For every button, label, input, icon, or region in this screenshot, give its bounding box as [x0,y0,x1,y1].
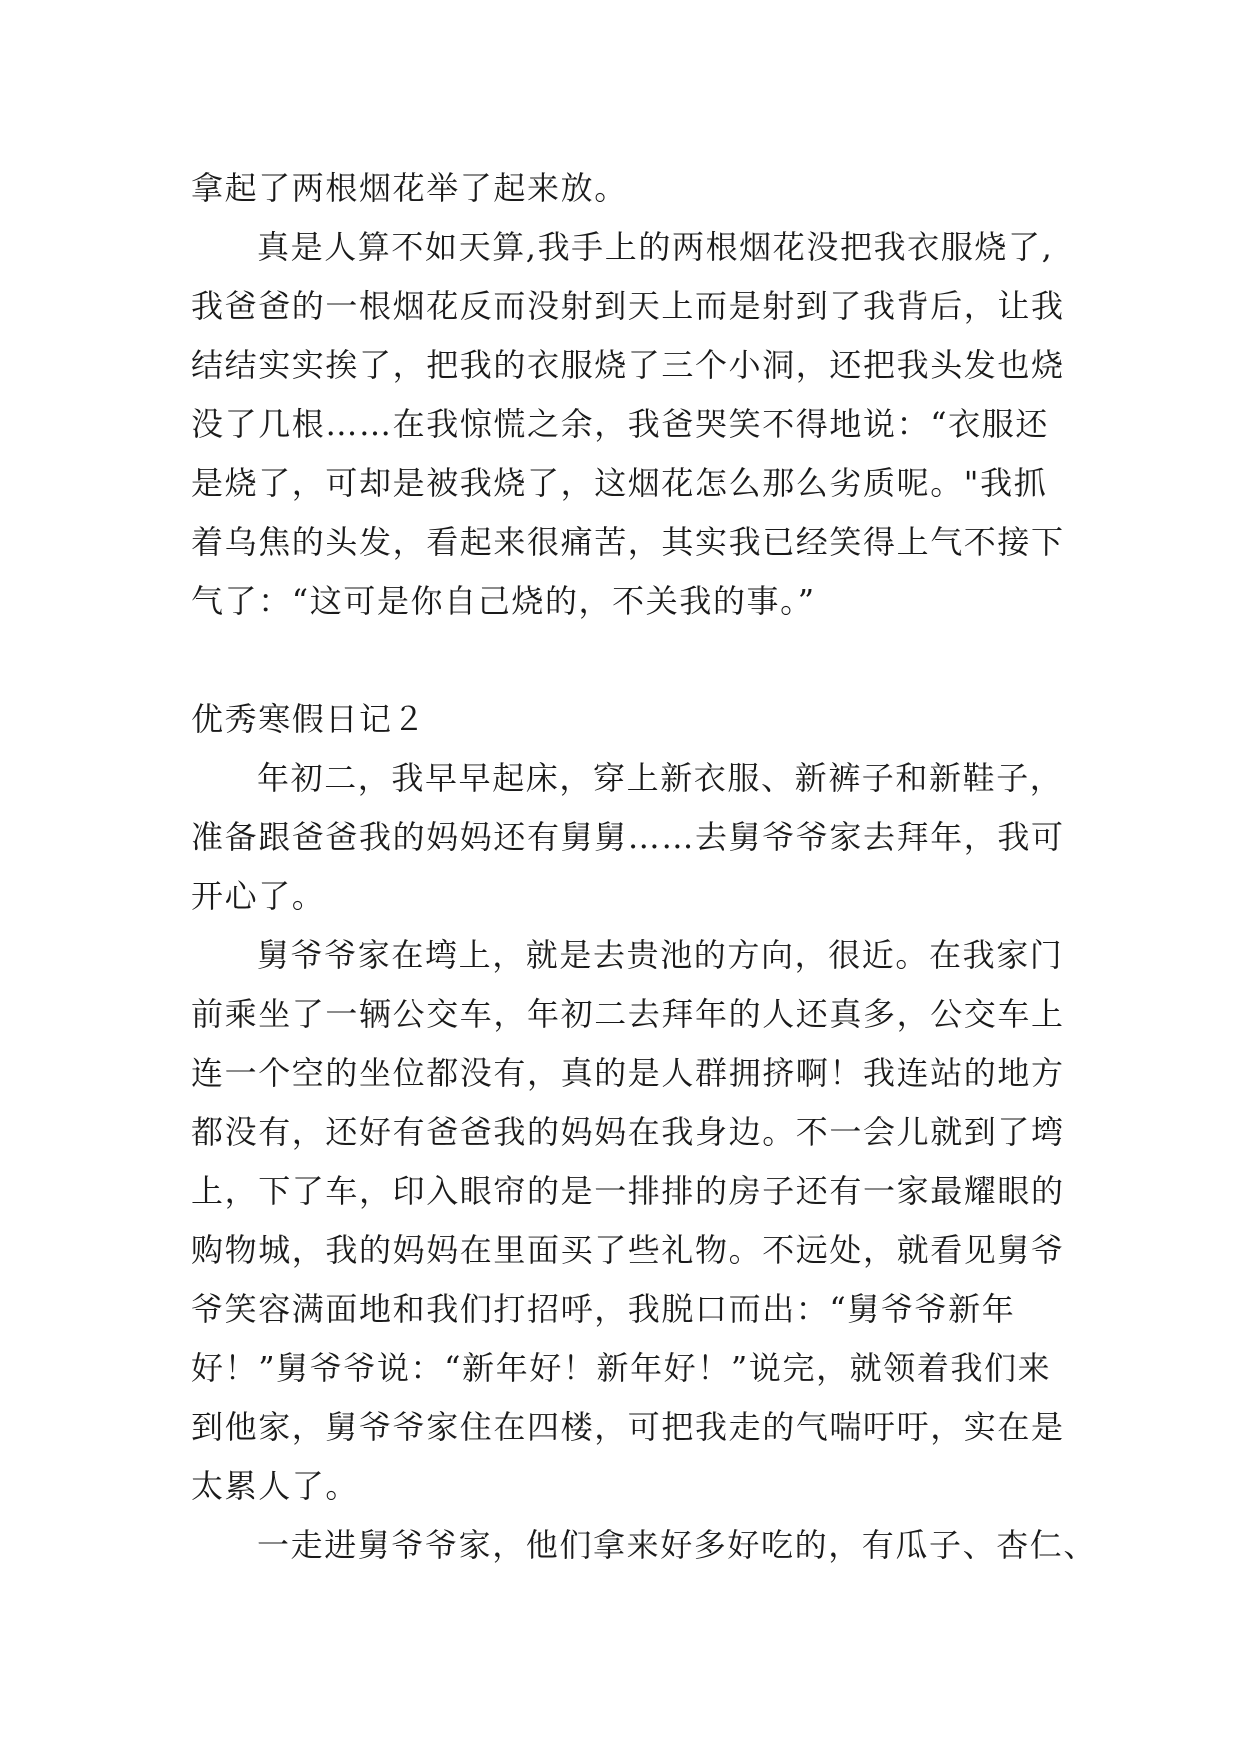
text-line: 太累人了。 [191,1467,360,1505]
text-line: 到他家，舅爷爷家住在四楼，可把我走的气喘吁吁，实在是 [191,1408,1065,1446]
paragraph-first-line: 年初二，我早早起床，穿上新衣服、新裤子和新鞋子， [257,759,1064,797]
paragraph-first-line: 舅爷爷家在塆上，就是去贵池的方向，很近。在我家门 [257,936,1064,974]
paragraph-first-line: 一走进舅爷爷家，他们拿来好多好吃的，有瓜子、杏仁、 [257,1526,1098,1564]
text-line: 是烧了，可却是被我烧了，这烟花怎么那么劣质呢。"我抓 [191,464,1048,502]
text-line: 前乘坐了一辆公交车，年初二去拜年的人还真多，公交车上 [191,995,1065,1033]
text-line: 都没有，还好有爸爸我的妈妈在我身边。不一会儿就到了塆 [191,1113,1065,1151]
paragraph-first-line: 真是人算不如天算,我手上的两根烟花没把我衣服烧了, [257,228,1054,266]
text-line: 上，下了车，印入眼帘的是一排排的房子还有一家最耀眼的 [191,1172,1065,1210]
section-title: 优秀寒假日记２ [191,700,427,738]
text-line: 连一个空的坐位都没有，真的是人群拥挤啊！我连站的地方 [191,1054,1065,1092]
text-line: 爷笑容满面地和我们打招呼，我脱口而出：“舅爷爷新年 [191,1290,1016,1328]
text-line: 着乌焦的头发，看起来很痛苦，其实我已经笑得上气不接下 [191,523,1065,561]
text-line: 没了几根……在我惊慌之余，我爸哭笑不得地说：“衣服还 [191,405,1049,443]
text-line: 开心了。 [191,877,326,915]
text-line: 气了：“这可是你自己烧的，不关我的事。” [191,582,816,620]
text-line: 拿起了两根烟花举了起来放。 [191,169,628,207]
text-line: 购物城，我的妈妈在里面买了些礼物。不远处，就看见舅爷 [191,1231,1065,1269]
text-line: 好！”舅爷爷说：“新年好！新年好！”说完，就领着我们来 [191,1349,1052,1387]
text-line: 我爸爸的一根烟花反而没射到天上而是射到了我背后，让我 [191,287,1065,325]
text-line: 准备跟爸爸我的妈妈还有舅舅……去舅爷爷家去拜年，我可 [191,818,1065,856]
text-line: 结结实实挨了，把我的衣服烧了三个小洞，还把我头发也烧 [191,346,1065,384]
